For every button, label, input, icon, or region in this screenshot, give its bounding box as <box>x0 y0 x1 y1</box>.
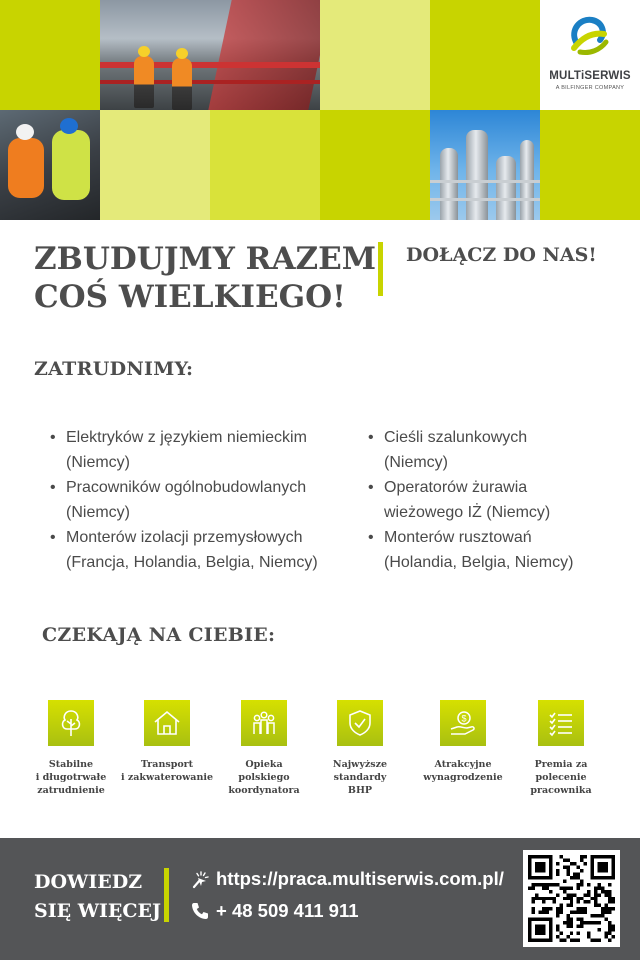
jobs-title: ZATRUDNIMY: <box>34 358 194 380</box>
benefit-referral-bonus <box>511 700 611 797</box>
benefit-label: Atrakcyjne wynagrodzenie <box>423 759 503 783</box>
mosaic-tile <box>320 110 430 220</box>
job-list-left <box>50 425 360 575</box>
accent-divider <box>164 868 169 922</box>
list-item: • Elektryków z językiem niemieckim (Niemcy) <box>50 425 360 475</box>
team-photo <box>0 110 100 220</box>
qr-code-icon <box>528 855 615 942</box>
benefit-label: Opieka polskiego koordynatora <box>228 759 300 796</box>
mosaic-tile <box>430 0 540 110</box>
tree-icon <box>48 700 94 746</box>
mosaic-tile <box>540 110 640 220</box>
multiserwis-logo-icon <box>566 12 612 58</box>
benefit-label: Premia za polecenie pracownika <box>530 759 592 796</box>
mosaic-tile <box>210 110 320 220</box>
phone-number: + 48 509 411 911 <box>216 900 359 921</box>
website-url: https://praca.multiserwis.com.pl/ <box>216 868 504 889</box>
learn-more-title: DOWIEDZ SIĘ WIĘCEJ <box>34 871 162 922</box>
benefit-safety <box>310 700 410 797</box>
list-item: • Monterów rusztowań (Holandia, Belgia, Niemcy) <box>368 525 628 575</box>
money-hand-icon <box>440 700 486 746</box>
list-item: • Operatorów żurawia wieżowego IŻ (Niemcy) <box>368 475 628 525</box>
benefit-salary <box>413 700 513 784</box>
job-list-right <box>368 425 628 575</box>
footer <box>0 838 640 960</box>
pointer-click-icon <box>190 869 210 889</box>
refinery-photo <box>430 110 540 220</box>
house-icon <box>144 700 190 746</box>
benefit-coordinator <box>214 700 314 797</box>
list-item: • Pracowników ogólnobudowlanych (Niemcy) <box>50 475 360 525</box>
mosaic-tile <box>100 110 210 220</box>
mosaic-tile <box>320 0 430 110</box>
mosaic-tile <box>0 0 100 110</box>
benefit-label: Transport i zakwaterowanie <box>120 759 214 783</box>
list-item: • Cieśli szalunkowych (Niemcy) <box>368 425 628 475</box>
benefit-label: Stabilne i długotrwałe zatrudnienie <box>35 759 107 796</box>
company-logo <box>540 0 640 110</box>
workers-photo <box>100 0 320 110</box>
page-title <box>34 240 376 316</box>
qr-code[interactable] <box>523 850 620 947</box>
benefits-title: CZEKAJĄ NA CIEBIE: <box>42 624 276 646</box>
header-mosaic <box>0 0 640 220</box>
join-us-text: DOŁĄCZ DO NAS! <box>406 244 597 266</box>
phone-icon <box>190 901 210 921</box>
people-icon <box>241 700 287 746</box>
brand-name: MULTiSERWIS <box>549 70 631 82</box>
shield-check-icon <box>337 700 383 746</box>
headline-line-1: ZBUDUJMY RAZEM <box>34 241 377 277</box>
headline-line-2: COŚ WIELKIEGO! <box>34 279 346 315</box>
benefit-stable-employment <box>21 700 121 797</box>
accent-divider <box>378 242 383 296</box>
svg-text:$: $ <box>461 713 467 724</box>
benefit-label: Najwyższe standardy BHP <box>332 759 388 796</box>
brand-tagline: A BILFINGER COMPANY <box>555 85 625 91</box>
benefit-transport <box>117 700 217 784</box>
checklist-icon <box>538 700 584 746</box>
list-item: • Monterów izolacji przemysłowych (Francja, Holandia, Belgia, Niemcy) <box>50 525 360 575</box>
